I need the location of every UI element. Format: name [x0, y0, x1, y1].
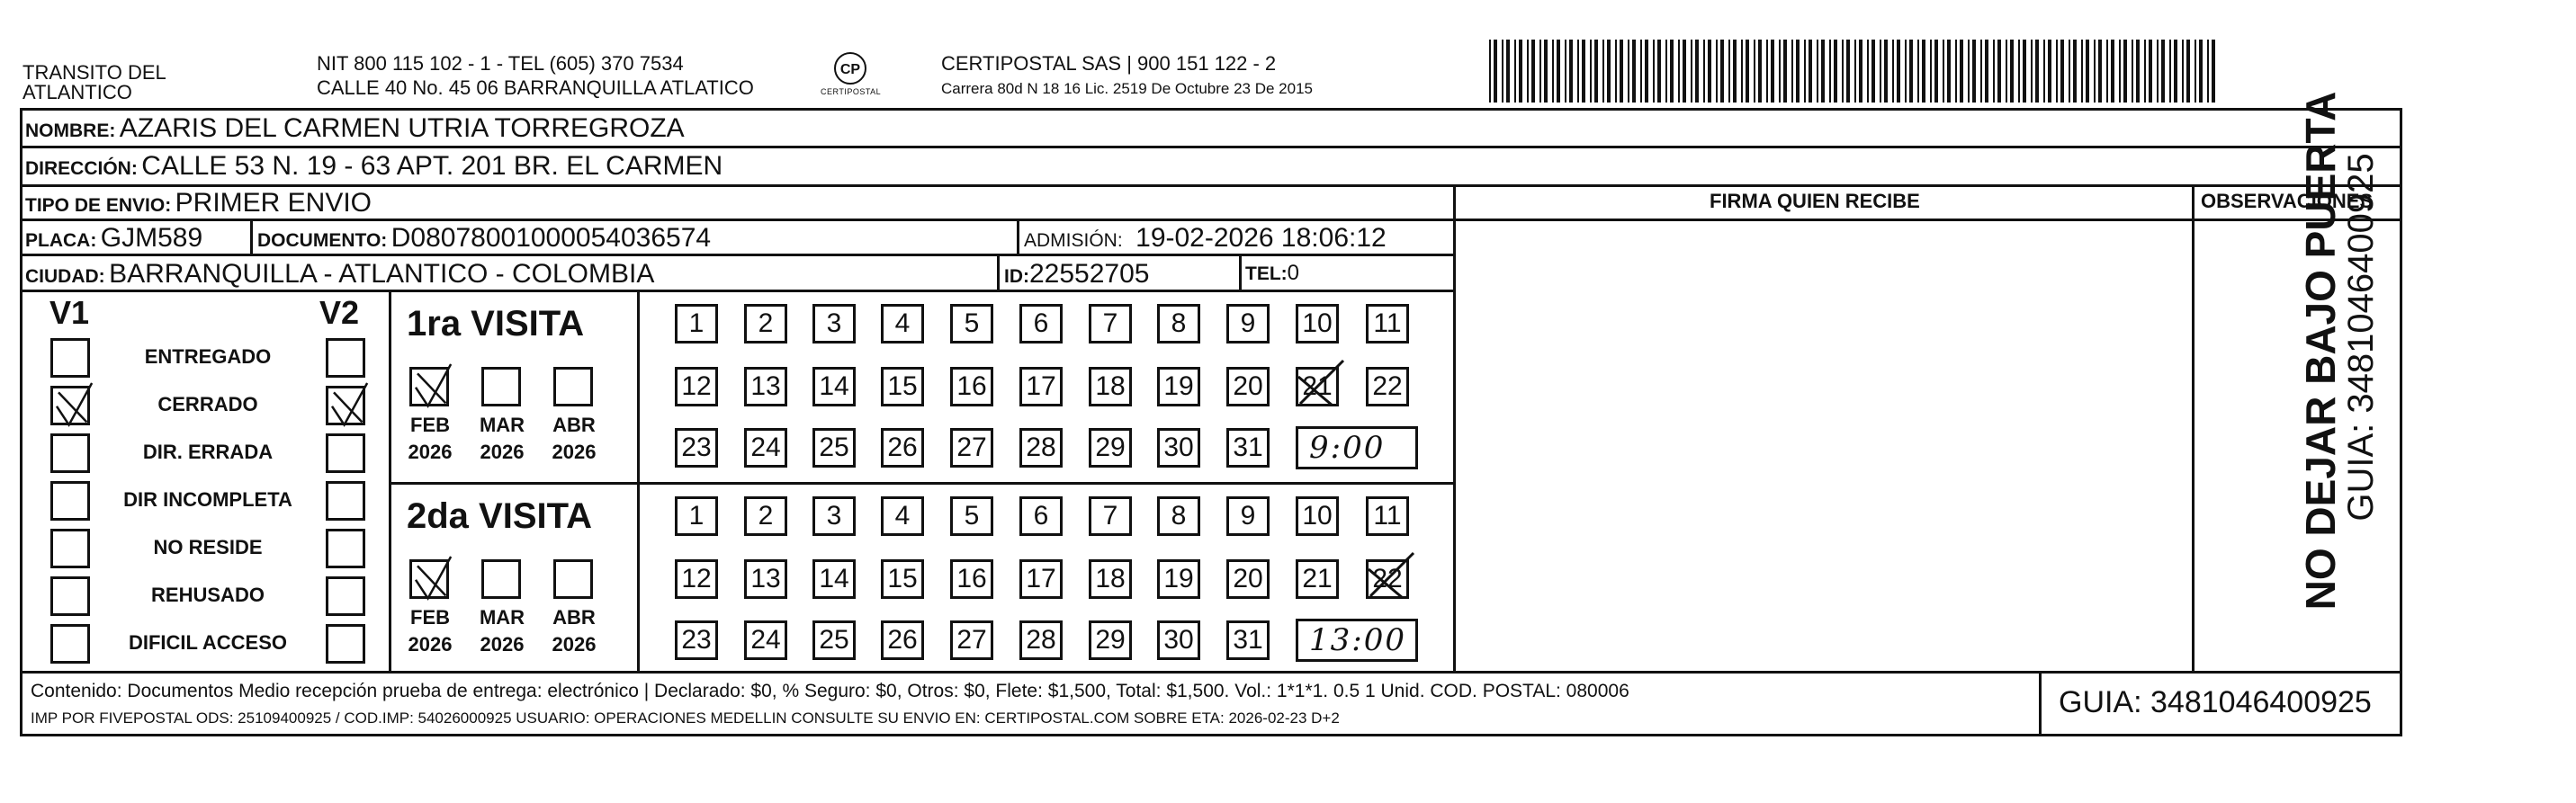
barcode-bar — [2161, 40, 2165, 103]
barcode-bar — [1993, 40, 1995, 103]
day-cell[interactable]: 1 — [675, 496, 718, 536]
day-cell[interactable]: 13 — [744, 367, 787, 406]
day-cell[interactable]: 17 — [1019, 559, 1063, 599]
direccion-field — [25, 153, 723, 180]
certipostal-logo — [801, 49, 900, 104]
firma-header: FIRMA QUIEN RECIBE — [1710, 190, 1920, 212]
footer-guia: GUIA: 3481046400925 — [2059, 685, 2372, 719]
v2-checkbox[interactable] — [326, 433, 365, 473]
ciudad-label: CIUDAD: — [25, 266, 105, 287]
barcode-bar — [1708, 40, 1711, 103]
barcode-bar — [1909, 40, 1913, 103]
barcode-bar — [1665, 40, 1667, 103]
barcode-bar — [2199, 40, 2203, 103]
barcode-bar — [1859, 40, 1862, 103]
month-checkbox[interactable] — [409, 367, 449, 406]
day-cell[interactable]: 30 — [1157, 620, 1200, 660]
barcode-bar — [1766, 40, 1768, 103]
day-cell[interactable]: 26 — [881, 620, 924, 660]
barcode-bar — [1905, 40, 1907, 103]
v2-checkbox[interactable] — [326, 338, 365, 378]
day-cell[interactable]: 5 — [950, 496, 993, 536]
day-cell[interactable]: 17 — [1019, 367, 1063, 406]
day-cell[interactable]: 12 — [675, 559, 718, 599]
barcode-bar — [1771, 40, 1774, 103]
direccion-label: DIRECCIÓN: — [25, 158, 138, 179]
tel-value: 0 — [1287, 261, 1300, 285]
v2-checkbox[interactable] — [326, 576, 365, 616]
observaciones-header: OBSERVACIONES — [2201, 190, 2374, 212]
month-year: 2026 — [552, 441, 597, 463]
day-cell[interactable]: 9 — [1226, 496, 1270, 536]
day-cell[interactable]: 2 — [744, 496, 787, 536]
barcode-bar — [2060, 40, 2064, 103]
barcode-bar — [1846, 40, 1850, 103]
barcode-bar — [1892, 40, 1894, 103]
tipo-envio-field — [25, 190, 372, 217]
barcode-bar — [1494, 40, 1497, 103]
id-value: 22552705 — [1029, 259, 1150, 289]
barcode-bar — [1716, 40, 1718, 103]
tipo-envio-label: TIPO DE ENVIO: — [25, 195, 172, 216]
barcode-bar — [1519, 40, 1522, 103]
barcode-bar — [1960, 40, 1963, 103]
barcode-bar — [1678, 40, 1680, 103]
barcode-bar — [2094, 40, 2096, 103]
month-year: 2026 — [552, 633, 597, 656]
day-cell[interactable]: 22 — [1366, 367, 1409, 406]
month-year: 2026 — [480, 633, 525, 656]
barcode-bar — [2195, 40, 2196, 103]
barcode-bar — [2098, 40, 2102, 103]
placa-label: PLACA: — [25, 230, 97, 251]
barcode-bar — [1968, 40, 1970, 103]
frame-right — [2400, 108, 2402, 736]
day-cell[interactable]: 13 — [744, 559, 787, 599]
day-cell[interactable]: 27 — [950, 428, 993, 468]
barcode-bar — [1577, 40, 1579, 103]
barcode-bar — [1514, 40, 1516, 103]
month-checkbox[interactable] — [553, 367, 593, 406]
barcode-bar — [1628, 40, 1629, 103]
barcode-bar — [2006, 40, 2007, 103]
barcode-bar — [2123, 40, 2127, 103]
side-guia: GUIA: 3481046400925 — [2341, 153, 2381, 522]
documento-field — [257, 225, 711, 252]
barcode-bar — [2144, 40, 2146, 103]
frame-bottom — [20, 734, 2402, 736]
footer-contents: Contenido: Documentos Medio recepción prueba de entrega: electrónico | Declarado: $0, % Seguro: $0, Otros: $0, Flete: $1,500, Total: $1,500. Vol.: 1*1*1. 0.5 1 Unid. COD. POSTAL: 080006 — [31, 681, 1629, 701]
placa-field — [25, 225, 202, 252]
day-cell[interactable]: 6 — [1019, 496, 1063, 536]
barcode-bar — [1720, 40, 1724, 103]
v2-checkbox[interactable] — [326, 386, 365, 425]
barcode-bar — [1620, 40, 1623, 103]
day-cell[interactable]: 4 — [881, 496, 924, 536]
month-year: 2026 — [480, 441, 525, 463]
day-cell[interactable]: 23 — [675, 620, 718, 660]
barcode-bar — [1602, 40, 1604, 103]
month-name: MAR — [479, 414, 525, 436]
barcode-bar — [1544, 40, 1548, 103]
barcode-bar — [1746, 40, 1749, 103]
barcode-bar — [2023, 40, 2026, 103]
footer-print-info: IMP POR FIVEPOSTAL ODS: 25109400925 / COD.IMP: 54026000925 USUARIO: OPERACIONES MEDELLIN CONSULTE SU ENVIO EN: CERTIPOSTAL.COM SOBRE ETA: 2026-02-23 D+2 — [31, 709, 1340, 727]
barcode-bar — [1754, 40, 1755, 103]
v2-checkbox[interactable] — [326, 624, 365, 664]
barcode — [1489, 40, 2218, 103]
barcode-bar — [2069, 40, 2070, 103]
day-cell[interactable]: 26 — [881, 428, 924, 468]
barcode-bar — [1791, 40, 1793, 103]
check-mark-icon — [412, 562, 452, 602]
day-mark-icon — [1293, 357, 1347, 411]
sep-tipo — [20, 219, 2402, 221]
day-cell[interactable]: 14 — [812, 559, 856, 599]
sender-name-line2: ATLANTICO — [22, 81, 132, 103]
barcode-bar — [2106, 40, 2108, 103]
side-warning: NO DEJAR BAJO PUERTA — [2297, 91, 2344, 611]
check-mark-icon — [412, 370, 452, 409]
barcode-bar — [1657, 40, 1661, 103]
barcode-bar — [1804, 40, 1806, 103]
col-status-div — [389, 290, 391, 673]
handwritten-time-box[interactable] — [1296, 619, 1418, 662]
barcode-bar — [2169, 40, 2171, 103]
logo-text: CERTIPOSTAL — [821, 87, 882, 96]
company-name: CERTIPOSTAL SAS | 900 151 122 - 2 — [941, 52, 1277, 75]
day-cell[interactable] — [1366, 559, 1409, 599]
barcode-bar — [1809, 40, 1812, 103]
barcode-bar — [2035, 40, 2039, 103]
status-label: DIFICIL ACCESO — [128, 631, 287, 654]
company-license: Carrera 80d N 18 16 Lic. 2519 De Octubre 23 De 2015 — [941, 80, 1313, 97]
month-checkbox[interactable] — [553, 559, 593, 599]
day-number: 22 — [1372, 564, 1403, 593]
barcode-bar — [1590, 40, 1592, 103]
day-cell[interactable]: 11 — [1366, 304, 1409, 344]
barcode-bar — [1897, 40, 1900, 103]
barcode-bar — [2031, 40, 2033, 103]
day-cell[interactable]: 3 — [812, 496, 856, 536]
admision-value: 19-02-2026 18:06:12 — [1135, 223, 1387, 253]
sender-nit: NIT 800 115 102 - 1 - TEL (605) 370 7534 — [317, 52, 684, 75]
day-cell[interactable]: 7 — [1089, 304, 1132, 344]
v1-checkbox[interactable] — [50, 576, 90, 616]
day-cell[interactable] — [1296, 367, 1339, 406]
barcode-bar — [1980, 40, 1982, 103]
barcode-bar — [2207, 40, 2209, 103]
barcode-bar — [2149, 40, 2152, 103]
col-placa-div — [250, 219, 253, 255]
day-cell[interactable]: 2 — [744, 304, 787, 344]
sep-visits — [389, 482, 1454, 485]
status-label: ENTREGADO — [144, 345, 272, 368]
barcode-bar — [1943, 40, 1944, 103]
col-guia-div — [2039, 671, 2042, 736]
barcode-bar — [1917, 40, 1919, 103]
barcode-bar — [1821, 40, 1825, 103]
month-name: ABR — [552, 606, 596, 629]
tel-field — [1245, 263, 1299, 284]
barcode-bar — [1934, 40, 1938, 103]
barcode-bar — [2010, 40, 2014, 103]
day-cell[interactable]: 12 — [675, 367, 718, 406]
barcode-bar — [2043, 40, 2045, 103]
barcode-bar — [1783, 40, 1787, 103]
day-cell[interactable]: 31 — [1226, 428, 1270, 468]
day-cell[interactable]: 31 — [1226, 620, 1270, 660]
barcode-bar — [1670, 40, 1674, 103]
day-mark-icon — [1363, 549, 1417, 603]
barcode-bar — [1594, 40, 1598, 103]
ciudad-field — [25, 261, 654, 288]
sender-name-line1: TRANSITO DEL — [22, 61, 166, 84]
nombre-label: NOMBRE: — [25, 120, 116, 141]
barcode-bar — [1817, 40, 1818, 103]
barcode-bar — [1615, 40, 1617, 103]
barcode-bar — [1695, 40, 1699, 103]
month-name: FEB — [410, 606, 450, 629]
status-label: DIR. ERRADA — [142, 441, 274, 463]
month-checkbox[interactable] — [481, 367, 521, 406]
day-cell[interactable]: 21 — [1296, 559, 1339, 599]
barcode-bar — [2119, 40, 2121, 103]
day-cell[interactable]: 9 — [1226, 304, 1270, 344]
documento-value: D08078001000054036574 — [390, 223, 712, 253]
day-cell[interactable]: 5 — [950, 304, 993, 344]
day-cell[interactable]: 25 — [812, 428, 856, 468]
sep-footer — [20, 671, 2402, 674]
direccion-value: CALLE 53 N. 19 - 63 APT. 201 BR. EL CARMEN — [141, 151, 723, 181]
v2-checkbox[interactable] — [326, 529, 365, 568]
barcode-bar — [2081, 40, 2083, 103]
barcode-bar — [1539, 40, 1541, 103]
barcode-bar — [1930, 40, 1932, 103]
month-name: FEB — [410, 414, 450, 436]
tipo-envio-value: PRIMER ENVIO — [175, 188, 372, 218]
barcode-bar — [2136, 40, 2140, 103]
barcode-bar — [2132, 40, 2133, 103]
col-days-div — [637, 290, 640, 673]
admision-field — [1024, 225, 1387, 252]
day-cell[interactable]: 8 — [1157, 496, 1200, 536]
barcode-bar — [1880, 40, 1881, 103]
day-cell[interactable]: 28 — [1019, 428, 1063, 468]
barcode-bar — [2048, 40, 2051, 103]
month-checkbox[interactable] — [409, 559, 449, 599]
handwritten-time: 9:00 — [1309, 430, 1386, 466]
day-cell[interactable]: 24 — [744, 428, 787, 468]
nombre-field — [25, 115, 685, 142]
barcode-bar — [2182, 40, 2184, 103]
month-name: ABR — [552, 414, 596, 436]
day-cell[interactable]: 30 — [1157, 428, 1200, 468]
barcode-bar — [1640, 40, 1642, 103]
col-id-div — [997, 254, 1000, 291]
day-cell[interactable]: 29 — [1089, 428, 1132, 468]
barcode-bar — [1955, 40, 1957, 103]
day-cell[interactable]: 20 — [1226, 367, 1270, 406]
status-label: REHUSADO — [151, 584, 265, 606]
barcode-bar — [1552, 40, 1554, 103]
day-cell[interactable]: 10 — [1296, 496, 1339, 536]
day-cell[interactable]: 3 — [812, 304, 856, 344]
col-obs-left — [2192, 184, 2195, 673]
month-name: MAR — [479, 606, 525, 629]
barcode-bar — [1506, 40, 1510, 103]
day-cell[interactable]: 25 — [812, 620, 856, 660]
status-label: CERRADO — [157, 393, 258, 415]
barcode-bar — [1758, 40, 1762, 103]
day-cell[interactable]: 16 — [950, 559, 993, 599]
check-mark-icon — [328, 388, 368, 428]
barcode-bar — [1834, 40, 1837, 103]
col-firma-left — [1453, 184, 1456, 673]
day-cell[interactable]: 14 — [812, 367, 856, 406]
sender-address: CALLE 40 No. 45 06 BARRANQUILLA ATLATICO — [317, 76, 754, 99]
barcode-bar — [1607, 40, 1611, 103]
barcode-bar — [1728, 40, 1730, 103]
barcode-bar — [1645, 40, 1648, 103]
day-cell[interactable]: 11 — [1366, 496, 1409, 536]
barcode-bar — [2186, 40, 2190, 103]
tel-label: TEL: — [1245, 263, 1288, 284]
id-label: ID: — [1004, 266, 1029, 287]
barcode-bar — [1557, 40, 1560, 103]
barcode-bar — [1489, 40, 1491, 103]
check-mark-icon — [53, 388, 93, 428]
handwritten-time-box[interactable] — [1296, 426, 1418, 469]
id-field — [1004, 261, 1149, 288]
day-cell[interactable]: 18 — [1089, 559, 1132, 599]
barcode-bar — [2056, 40, 2058, 103]
frame-top — [20, 108, 2402, 111]
barcode-bar — [2111, 40, 2114, 103]
day-cell[interactable]: 7 — [1089, 496, 1132, 536]
barcode-bar — [1829, 40, 1831, 103]
barcode-bar — [1703, 40, 1705, 103]
barcode-bar — [1632, 40, 1636, 103]
sep-nombre — [20, 146, 2402, 148]
v1-checkbox[interactable] — [50, 529, 90, 568]
barcode-bar — [1565, 40, 1566, 103]
barcode-bar — [2018, 40, 2020, 103]
day-cell[interactable]: 28 — [1019, 620, 1063, 660]
ciudad-value: BARRANQUILLA - ATLANTICO - COLOMBIA — [109, 259, 655, 289]
barcode-bar — [1972, 40, 1976, 103]
barcode-bar — [1653, 40, 1655, 103]
day-cell[interactable]: 23 — [675, 428, 718, 468]
barcode-bar — [1569, 40, 1573, 103]
day-cell[interactable]: 8 — [1157, 304, 1200, 344]
v1-checkbox[interactable] — [50, 481, 90, 521]
v1-label: V1 — [49, 294, 90, 331]
documento-label: DOCUMENTO: — [257, 230, 388, 251]
v2-checkbox[interactable] — [326, 481, 365, 521]
day-cell[interactable]: 15 — [881, 559, 924, 599]
svg-text:CP: CP — [839, 62, 861, 77]
barcode-bar — [1884, 40, 1888, 103]
day-cell[interactable]: 19 — [1157, 367, 1200, 406]
day-cell[interactable]: 19 — [1157, 559, 1200, 599]
barcode-bar — [2174, 40, 2177, 103]
barcode-bar — [1691, 40, 1692, 103]
barcode-bar — [1842, 40, 1844, 103]
v2-label: V2 — [319, 294, 360, 331]
status-label: NO RESIDE — [153, 536, 263, 558]
barcode-bar — [1796, 40, 1800, 103]
day-cell[interactable]: 18 — [1089, 367, 1132, 406]
col-tel-div — [1239, 254, 1242, 291]
month-checkbox[interactable] — [481, 559, 521, 599]
day-cell[interactable]: 4 — [881, 304, 924, 344]
barcode-bar — [1985, 40, 1988, 103]
barcode-bar — [2086, 40, 2089, 103]
handwritten-time: 13:00 — [1309, 622, 1406, 658]
frame-left — [20, 108, 22, 736]
barcode-bar — [1871, 40, 1875, 103]
v1-checkbox[interactable] — [50, 338, 90, 378]
admision-label: ADMISIÓN: — [1024, 230, 1123, 251]
month-year: 2026 — [408, 441, 453, 463]
barcode-bar — [1683, 40, 1686, 103]
month-year: 2026 — [408, 633, 453, 656]
barcode-bar — [1527, 40, 1529, 103]
barcode-bar — [1531, 40, 1535, 103]
barcode-bar — [1947, 40, 1951, 103]
v1-checkbox[interactable] — [50, 433, 90, 473]
status-label: DIR INCOMPLETA — [123, 488, 292, 511]
nombre-value: AZARIS DEL CARMEN UTRIA TORREGROZA — [119, 113, 685, 143]
barcode-bar — [2073, 40, 2077, 103]
barcode-bar — [1867, 40, 1869, 103]
day-cell[interactable]: 1 — [675, 304, 718, 344]
placa-value: GJM589 — [100, 223, 203, 253]
day-cell[interactable]: 10 — [1296, 304, 1339, 344]
day-cell[interactable]: 16 — [950, 367, 993, 406]
barcode-bar — [1854, 40, 1856, 103]
day-cell[interactable]: 20 — [1226, 559, 1270, 599]
day-cell[interactable]: 29 — [1089, 620, 1132, 660]
barcode-bar — [1997, 40, 2001, 103]
day-cell[interactable]: 24 — [744, 620, 787, 660]
barcode-bar — [1502, 40, 1503, 103]
visit-title: 2da VISITA — [407, 496, 592, 536]
day-cell[interactable]: 27 — [950, 620, 993, 660]
barcode-bar — [2212, 40, 2215, 103]
sep-direccion — [20, 184, 2402, 187]
barcode-bar — [1922, 40, 1925, 103]
day-number: 21 — [1302, 371, 1333, 401]
barcode-bar — [1733, 40, 1737, 103]
v1-checkbox[interactable] — [50, 386, 90, 425]
visit-title: 1ra VISITA — [407, 304, 585, 344]
col-admision-div — [1017, 219, 1019, 255]
barcode-bar — [1582, 40, 1585, 103]
barcode-bar — [1741, 40, 1743, 103]
barcode-bar — [2157, 40, 2159, 103]
day-cell[interactable]: 6 — [1019, 304, 1063, 344]
v1-checkbox[interactable] — [50, 624, 90, 664]
day-cell[interactable]: 15 — [881, 367, 924, 406]
barcode-bar — [1779, 40, 1781, 103]
